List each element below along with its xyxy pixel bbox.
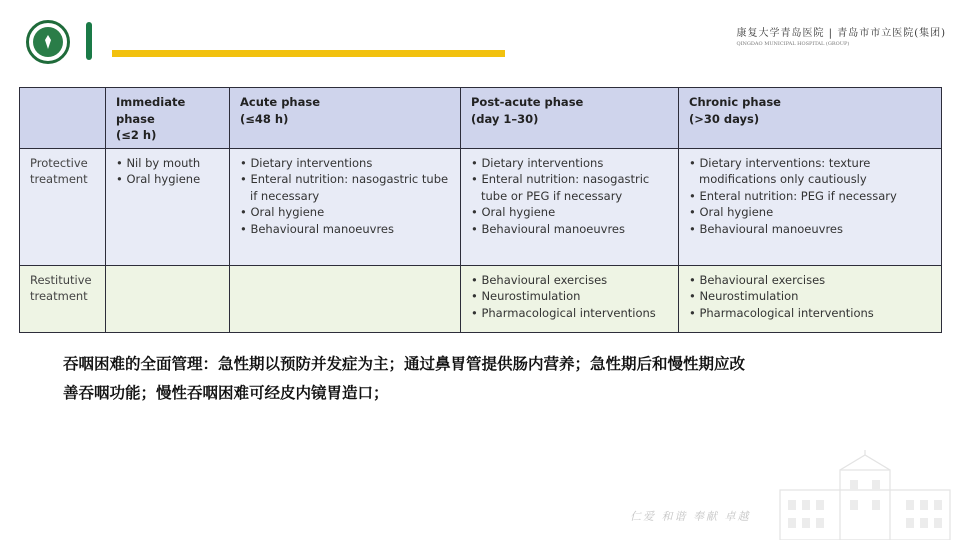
- list-item: • Nil by mouth: [116, 155, 219, 172]
- list-item: • Behavioural exercises: [689, 272, 931, 289]
- hospital-building-watermark: [770, 450, 960, 540]
- list-item: • Behavioural manoeuvres: [689, 221, 931, 238]
- header-acute: Acute phase (≤48 h): [230, 88, 461, 149]
- row-label-restitutive: Restitutive treatment: [20, 265, 106, 332]
- header-chronic: Chronic phase (>30 days): [679, 88, 942, 149]
- list-item: • Pharmacological interventions: [689, 305, 931, 322]
- cell-restitutive-post-acute: [461, 265, 679, 332]
- table-row-restitutive: [20, 265, 942, 332]
- list-item: • Enteral nutrition: nasogastric tube or PEG if necessary: [471, 171, 668, 204]
- list-item: • Behavioural manoeuvres: [240, 221, 450, 238]
- hospital-logo: [26, 20, 70, 64]
- list-item: • Oral hygiene: [240, 204, 450, 221]
- list-item: • Enteral nutrition: PEG if necessary: [689, 188, 931, 205]
- list-item: • Dietary interventions: [471, 155, 668, 172]
- list-item: • Oral hygiene: [116, 171, 219, 188]
- cell-protective-post-acute: [461, 148, 679, 265]
- list-item: • Behavioural exercises: [471, 272, 668, 289]
- list-item: • Oral hygiene: [689, 204, 931, 221]
- table-header-row: [20, 88, 942, 149]
- logo-emblem-icon: [33, 27, 63, 57]
- list-item: • Dietary interventions: [240, 155, 450, 172]
- dysphagia-phase-table: [19, 87, 942, 333]
- list-item: • Dietary interventions: texture modifications only cautiously: [689, 155, 931, 188]
- title-underline-bar: [112, 50, 505, 57]
- list-item: • Pharmacological interventions: [471, 305, 668, 322]
- title-accent-bar: [86, 22, 92, 60]
- cell-restitutive-immediate: [106, 265, 230, 332]
- hospital-name-sub: QINGDAO MUNICIPAL HOSPITAL (GROUP): [736, 41, 850, 47]
- cell-protective-chronic: [679, 148, 942, 265]
- summary-line-2: 善吞咽功能；慢性吞咽困难可经皮内镜胃造口；: [63, 384, 389, 402]
- table-row-protective: [20, 148, 942, 265]
- list-item: • Oral hygiene: [471, 204, 668, 221]
- cell-protective-immediate: [106, 148, 230, 265]
- list-item: • Neurostimulation: [471, 288, 668, 305]
- list-item: • Neurostimulation: [689, 288, 931, 305]
- cell-protective-acute: [230, 148, 461, 265]
- list-item: • Enteral nutrition: nasogastric tube if necessary: [240, 171, 450, 204]
- list-item: • Behavioural manoeuvres: [471, 221, 668, 238]
- summary-text: [63, 350, 883, 408]
- hospital-name-text: 康复大学青岛医院 | 青岛市市立医院(集团): [736, 28, 946, 39]
- row-label-protective: Protective treatment: [20, 148, 106, 265]
- header-post-acute: Post-acute phase (day 1–30): [461, 88, 679, 149]
- cell-restitutive-acute: [230, 265, 461, 332]
- header-immediate: Immediate phase (≤2 h): [106, 88, 230, 149]
- hospital-motto: 仁爱 和谐 奉献 卓越: [630, 510, 751, 523]
- hospital-name: [736, 24, 946, 47]
- summary-line-1: 吞咽困难的全面管理：急性期以预防并发症为主；通过鼻胃管提供肠内营养；急性期后和慢性期应改: [63, 355, 746, 373]
- header-cell-empty: [20, 88, 106, 149]
- cell-restitutive-chronic: [679, 265, 942, 332]
